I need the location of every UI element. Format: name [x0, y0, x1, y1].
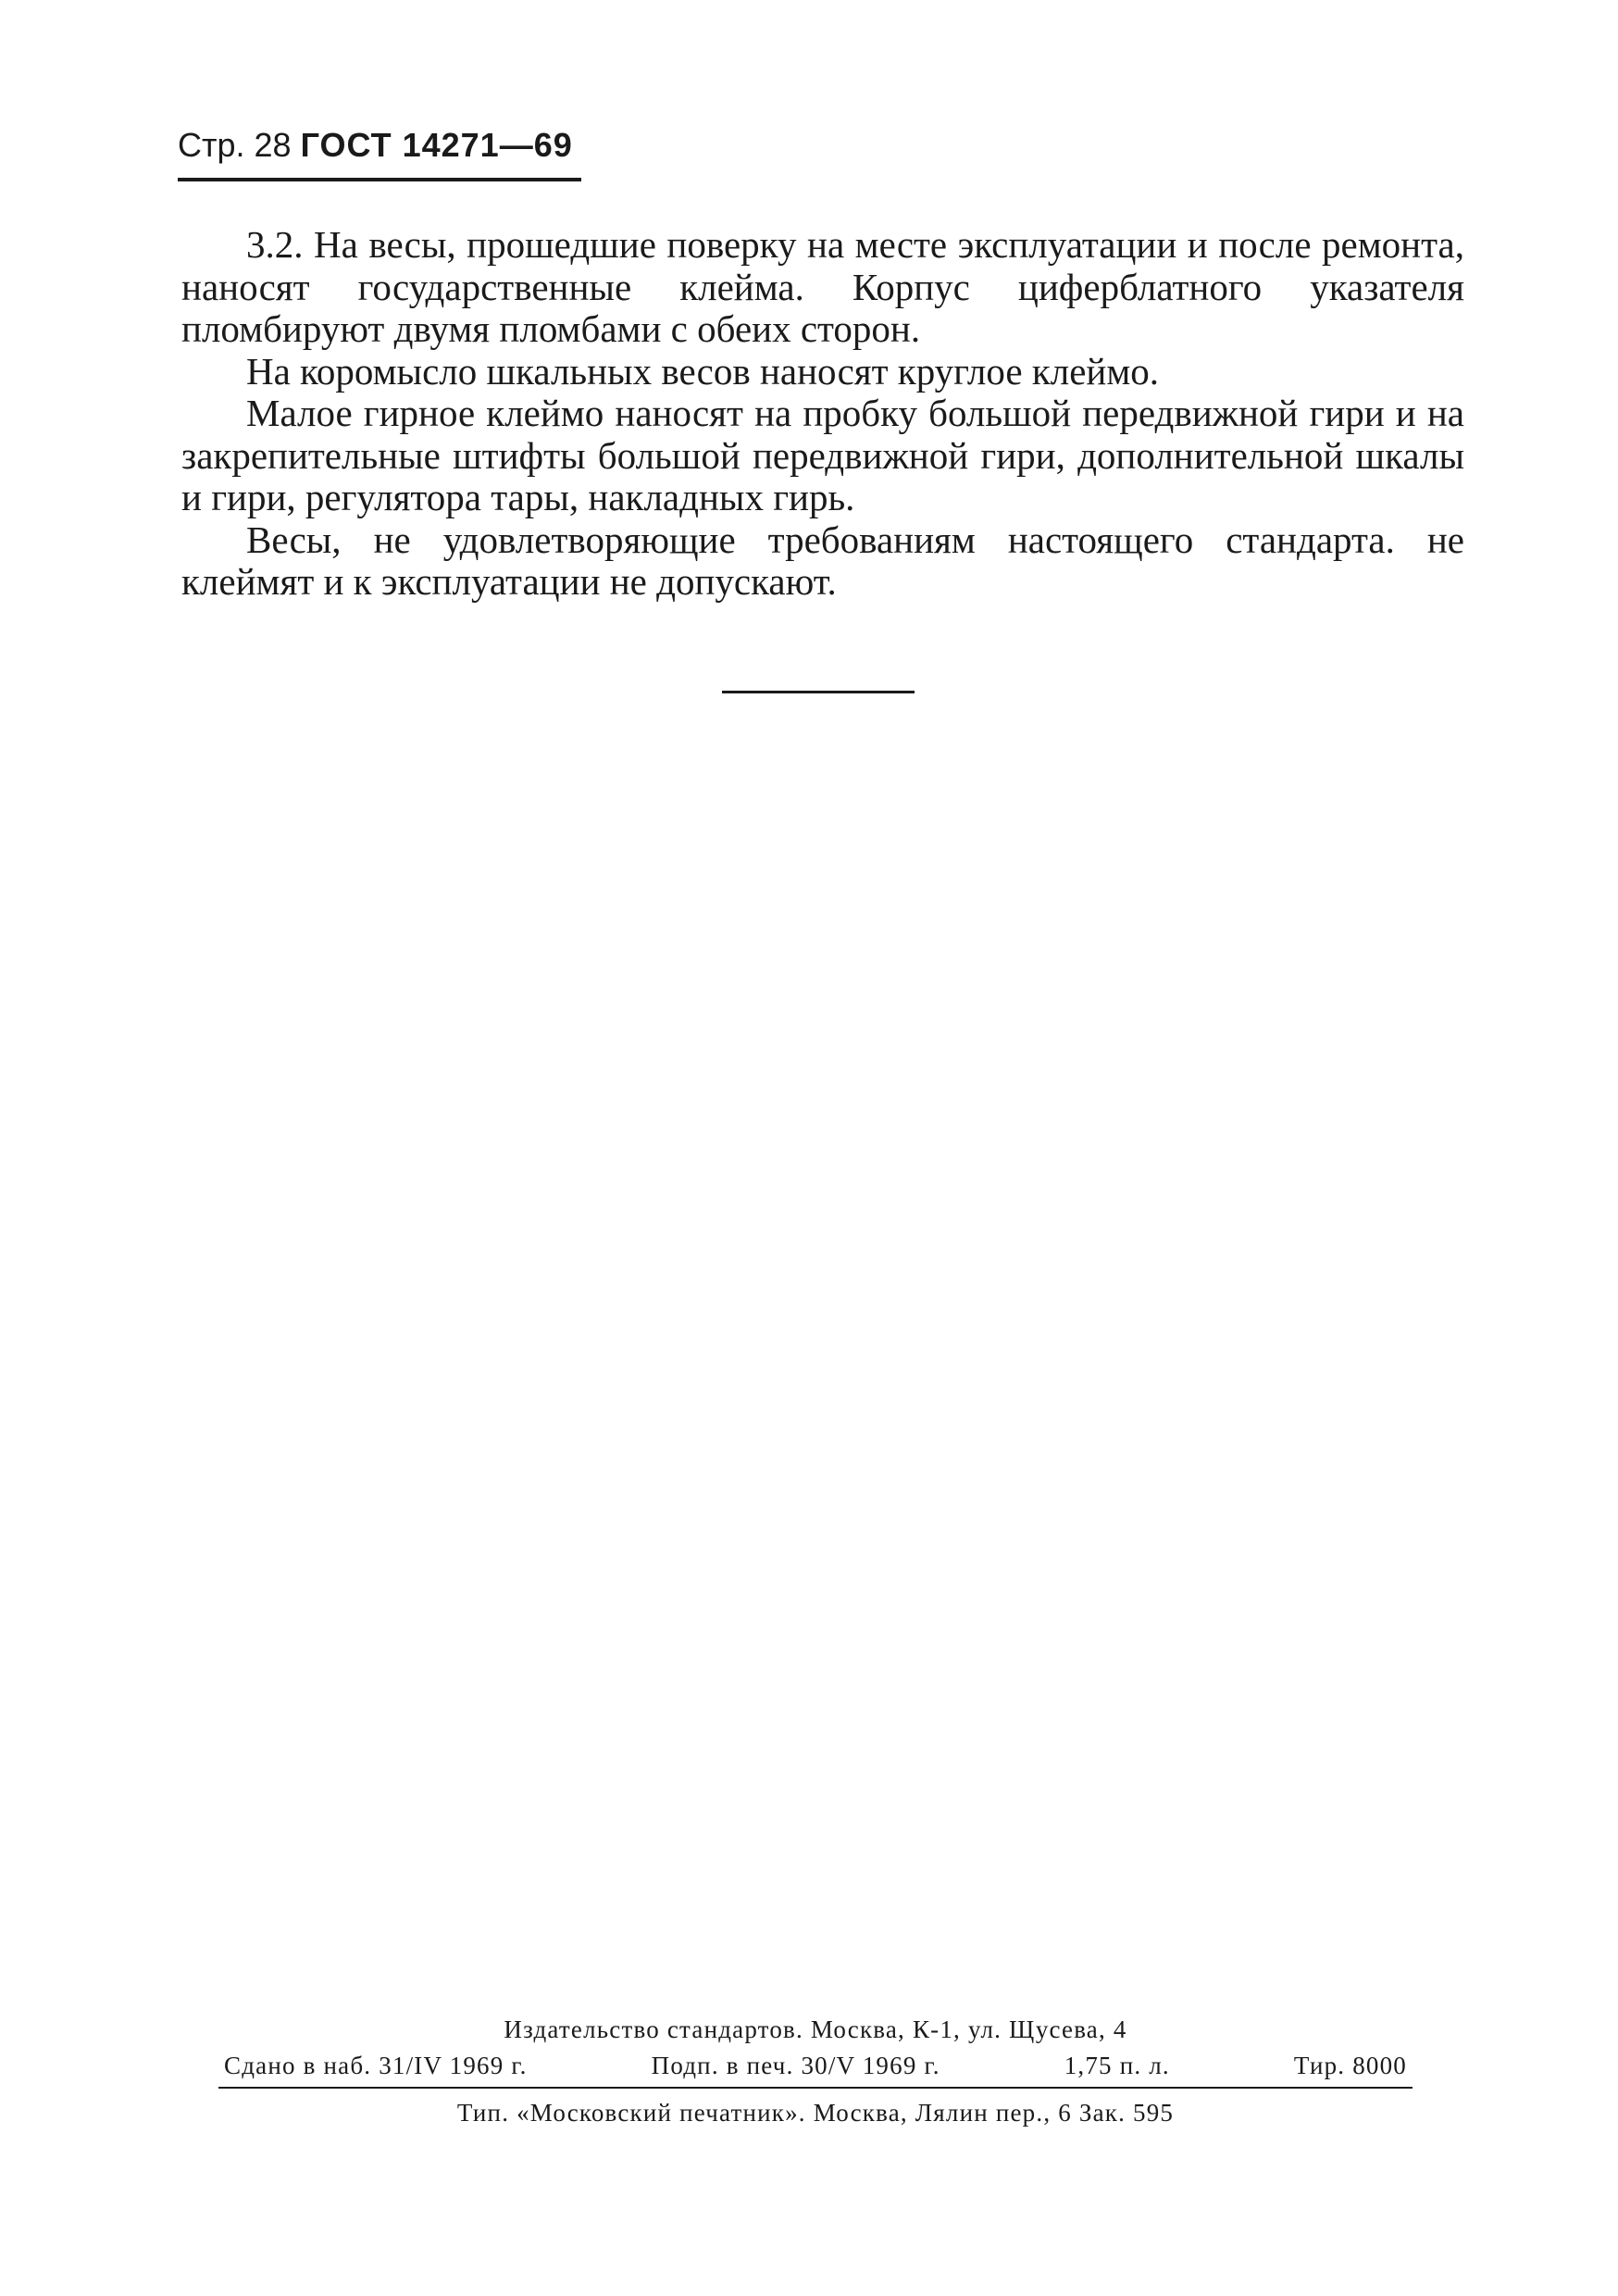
- publisher-line: Издательство стандартов. Москва, К-1, ул. Щусева, 4: [504, 2015, 1127, 2043]
- printer-line: Тип. «Московский печатник». Москва, Лялин пер., 6 Зак. 595: [456, 2099, 1175, 2127]
- running-header: [178, 126, 581, 181]
- signed-date: Подп. в печ. 30/V 1969 г.: [651, 2052, 940, 2079]
- paragraph: Малое гирное клеймо наносят на пробку большой передвижной гири и на закрепительные штифты большой передвижной гири, дополнительной шкалы и гири, регулятора тары, накладных гирь.: [181, 392, 1464, 518]
- print-sheets: 1,75 п. л.: [1064, 2052, 1170, 2079]
- print-run: Тир. 8000: [1293, 2052, 1407, 2079]
- end-of-text-rule: [722, 691, 915, 693]
- page-number: Стр. 28: [178, 126, 292, 164]
- paragraph: 3.2. На весы, прошедшие поверку на месте эксплуатации и после ремонта, наносят государственные клейма. Корпус циферблатного указателя пломбируют двумя пломбами с обеих сторон.: [181, 223, 1464, 350]
- imprint-block: [218, 2011, 1413, 2133]
- submitted-date: Сдано в наб. 31/IV 1969 г.: [224, 2052, 528, 2079]
- paragraph: На коромысло шкальных весов наносят круглое клеймо.: [246, 349, 1160, 393]
- paragraph: Весы, не удовлетворяющие требованиям настоящего стандарта. не клеймят и к эксплуатации не допускают.: [181, 518, 1464, 603]
- standard-designation: ГОСТ 14271—69: [300, 126, 573, 164]
- print-details-line: [218, 2048, 1413, 2089]
- body-text: [181, 224, 1464, 604]
